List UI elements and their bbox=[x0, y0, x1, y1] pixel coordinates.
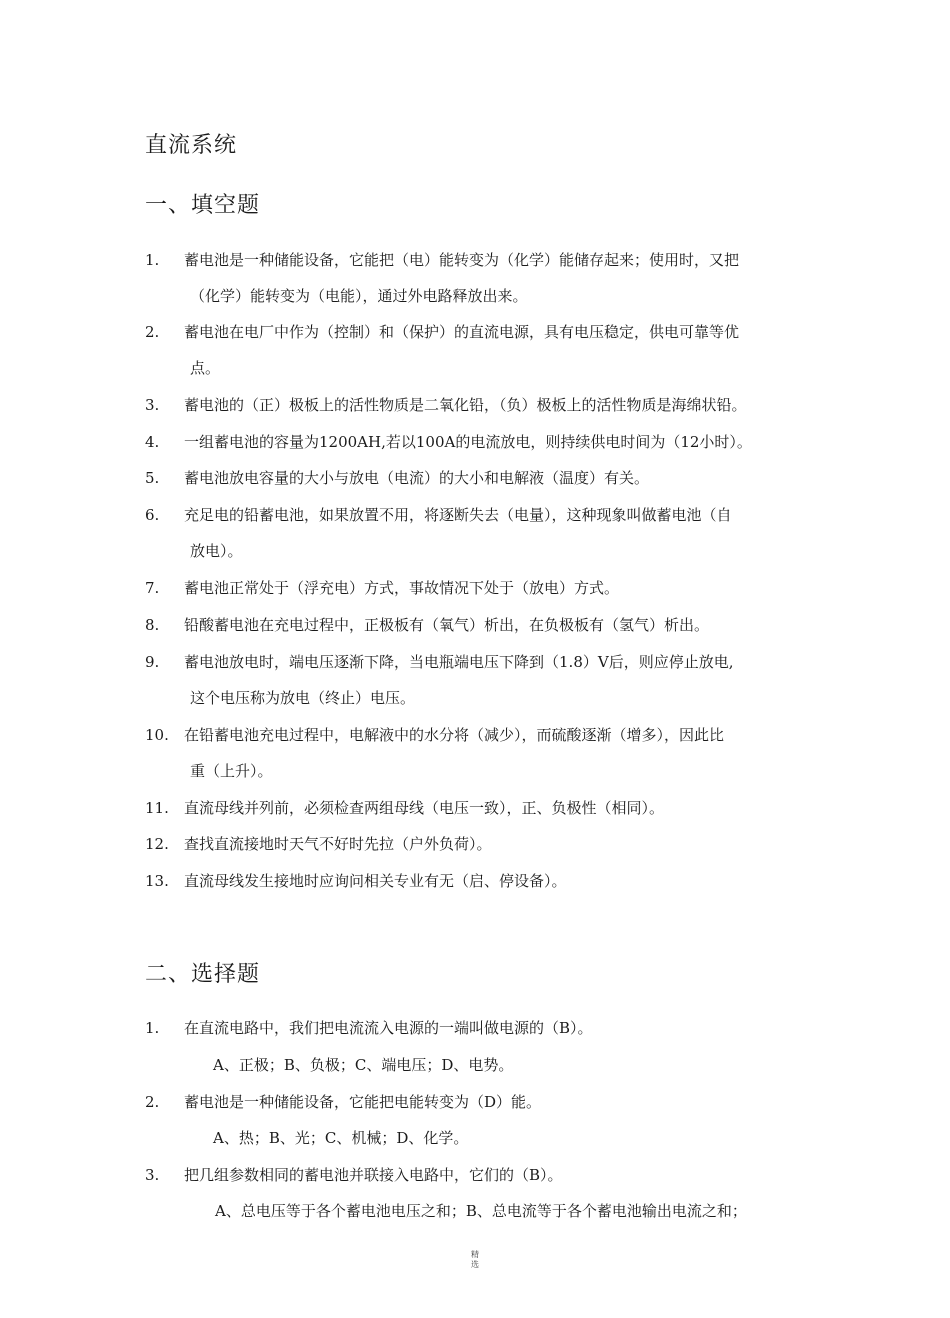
page-footer bbox=[465, 1250, 485, 1270]
fill-item-9 bbox=[145, 644, 825, 716]
item-text: 直流母线并列前，必须检查两组母线（电压一致），正、负极性（相同）。 bbox=[184, 799, 665, 817]
item-number: 5. bbox=[145, 469, 160, 487]
fill-item-7 bbox=[145, 570, 825, 606]
item-number: 11. bbox=[145, 799, 169, 817]
footer-text-2: 选 bbox=[471, 1260, 479, 1269]
item-text: 直流母线发生接地时应询问相关专业有无（启、停设备）。 bbox=[184, 872, 567, 890]
item-text: 蓄电池放电时，端电压逐渐下降，当电瓶端电压下降到（1.8）V后，则应停止放电, bbox=[184, 653, 734, 671]
item-text-cont: 放电）。 bbox=[190, 542, 243, 560]
item-text: 查找直流接地时天气不好时先拉（户外负荷）。 bbox=[184, 835, 492, 853]
fill-item-6 bbox=[145, 497, 825, 569]
fill-item-2 bbox=[145, 314, 825, 386]
item-text: 充足电的铅蓄电池，如果放置不用，将逐断失去（电量），这种现象叫做蓄电池（自 bbox=[184, 506, 732, 524]
item-text-cont: 重（上升）。 bbox=[190, 762, 273, 780]
choice-options-1: A、正极；B、负极；C、端电压；D、电势。 bbox=[213, 1056, 514, 1074]
section-heading-fill-blank: 一、填空题 bbox=[145, 193, 261, 218]
fill-item-11 bbox=[145, 790, 825, 826]
item-text-cont: （化学）能转变为（电能），通过外电路释放出来。 bbox=[190, 287, 528, 305]
item-text: 蓄电池的（正）极板上的活性物质是二氧化铅，（负）极板上的活性物质是海绵状铅。 bbox=[184, 396, 747, 414]
item-number: 3. bbox=[145, 1166, 160, 1184]
document-title: 直流系统 bbox=[145, 133, 238, 158]
item-number: 3. bbox=[145, 396, 160, 414]
item-number: 12. bbox=[145, 835, 169, 853]
item-number: 13. bbox=[145, 872, 169, 890]
fill-item-5 bbox=[145, 460, 825, 496]
choice-item-2 bbox=[145, 1084, 825, 1120]
item-number: 6. bbox=[145, 506, 160, 524]
item-number: 7. bbox=[145, 579, 160, 597]
fill-item-8 bbox=[145, 607, 825, 643]
fill-item-1 bbox=[145, 242, 825, 314]
fill-item-3 bbox=[145, 387, 825, 423]
item-number: 9. bbox=[145, 653, 160, 671]
fill-item-4 bbox=[145, 424, 825, 460]
choice-item-3 bbox=[145, 1157, 825, 1193]
question-text: 蓄电池是一种储能设备，它能把电能转变为（D）能。 bbox=[184, 1093, 542, 1111]
item-text: 一组蓄电池的容量为1200AH,若以100A的电流放电，则持续供电时间为（12小时）。 bbox=[184, 433, 752, 451]
choice-item-1 bbox=[145, 1010, 825, 1046]
question-text: 把几组参数相同的蓄电池并联接入电路中，它们的（B）。 bbox=[184, 1166, 563, 1184]
footer-text-1: 精 bbox=[471, 1250, 479, 1259]
fill-item-13 bbox=[145, 863, 825, 899]
item-text-cont: 这个电压称为放电（终止）电压。 bbox=[190, 689, 416, 707]
fill-item-10 bbox=[145, 717, 825, 789]
item-number: 2. bbox=[145, 323, 160, 341]
question-text: 在直流电路中，我们把电流流入电源的一端叫做电源的（B）。 bbox=[184, 1019, 593, 1037]
choice-options-2: A、热；B、光；C、机械；D、化学。 bbox=[213, 1129, 469, 1147]
item-text: 在铅蓄电池充电过程中，电解液中的水分将（减少），而硫酸逐渐（增多），因此比 bbox=[184, 726, 725, 744]
item-text-cont: 点。 bbox=[190, 359, 221, 377]
item-text: 蓄电池放电容量的大小与放电（电流）的大小和电解液（温度）有关。 bbox=[184, 469, 650, 487]
item-text: 蓄电池在电厂中作为（控制）和（保护）的直流电源，具有电压稳定，供电可靠等优 bbox=[184, 323, 740, 341]
item-number: 10. bbox=[145, 726, 169, 744]
item-number: 1. bbox=[145, 251, 160, 269]
item-number: 8. bbox=[145, 616, 160, 634]
section-heading-multiple-choice: 二、选择题 bbox=[145, 962, 261, 987]
item-number: 1. bbox=[145, 1019, 160, 1037]
fill-item-12 bbox=[145, 826, 825, 862]
item-text: 蓄电池正常处于（浮充电）方式，事故情况下处于（放电）方式。 bbox=[184, 579, 620, 597]
item-number: 2. bbox=[145, 1093, 160, 1111]
item-number: 4. bbox=[145, 433, 160, 451]
item-text: 铅酸蓄电池在充电过程中，正极板有（氧气）析出，在负极板有（氢气）析出。 bbox=[184, 616, 710, 634]
item-text: 蓄电池是一种储能设备，它能把（电）能转变为（化学）能储存起来；使用时，又把 bbox=[184, 251, 740, 269]
choice-options-3: A、总电压等于各个蓄电池电压之和；B、总电流等于各个蓄电池输出电流之和； bbox=[215, 1202, 747, 1220]
